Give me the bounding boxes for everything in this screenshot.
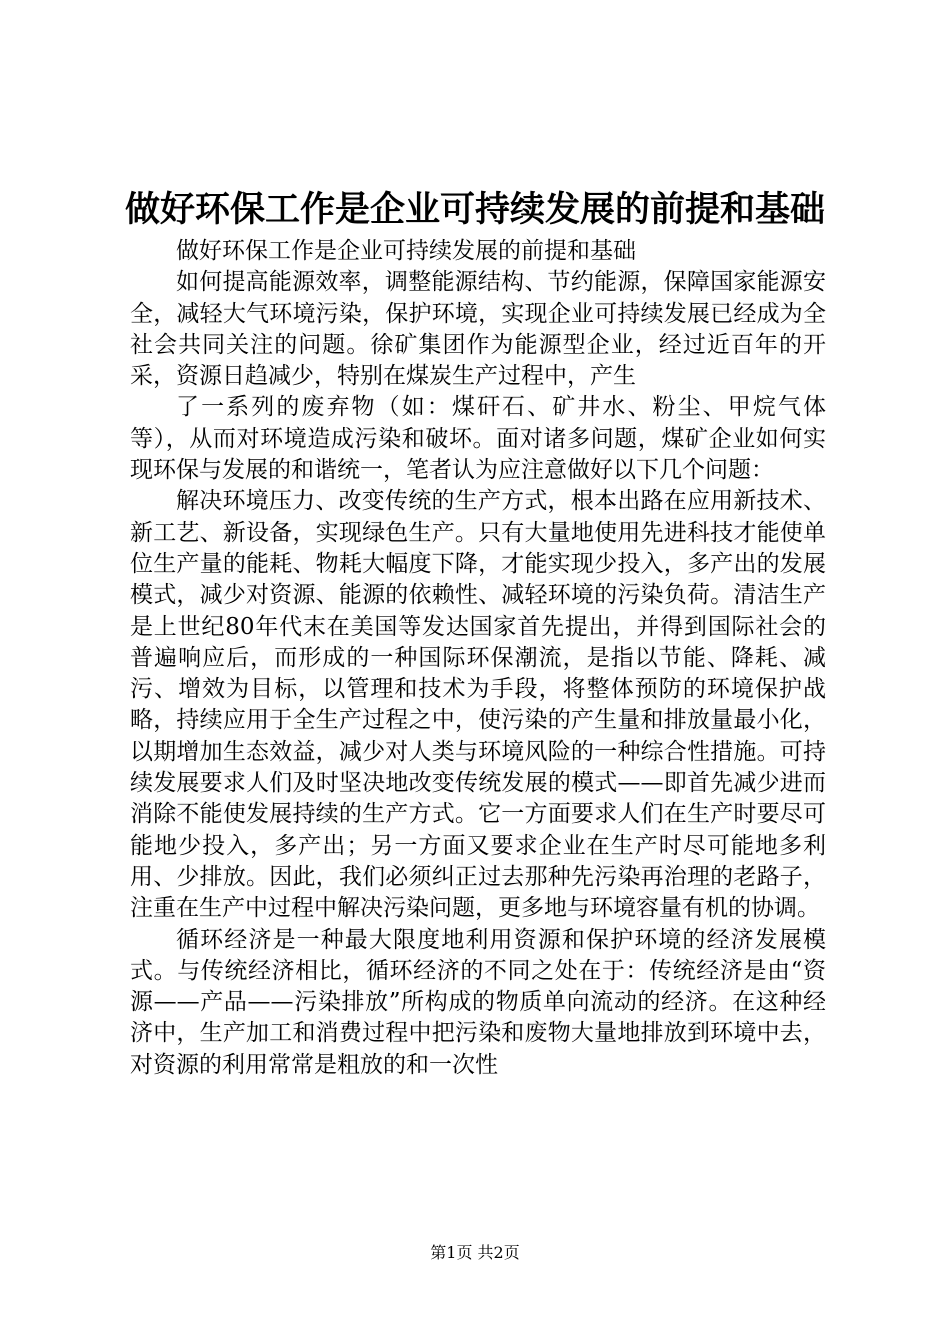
document-body [130, 236, 826, 1081]
paragraph-1: 如何提高能源效率，调整能源结构、节约能源，保障国家能源安全，减轻大气环境污染，保护环境，实现企业可持续发展已经成为全社会共同关注的问题。徐矿集团作为能源型企业，经过近百年的开采，资源日趋减少，特别在煤炭生产过程中，产生 [130, 269, 826, 390]
paragraph-3: 解决环境压力、改变传统的生产方式，根本出路在应用新技术、新工艺、新设备，实现绿色生产。只有大量地使用先进科技才能使单位生产量的能耗、物耗大幅度下降，才能实现少投入，多产出的发展模式，减少对资源、能源的依赖性、减轻环境的污染负荷。清洁生产是上世纪80年代末在美国等发达国家首先提出，并得到国际社会的普遍响应后，而形成的一种国际环保潮流，是指以节能、降耗、减污、增效为目标，以管理和技术为手段，将整体预防的环境保护战略，持续应用于全生产过程之中，使污染的产生量和排放量最小化，以期增加生态效益，减少对人类与环境风险的一种综合性措施。可持续发展要求人们及时坚决地改变传统发展的模式——即首先减少进而消除不能使发展持续的生产方式。它一方面要求人们在生产时要尽可能地少投入，多产出；另一方面又要求企业在生产时尽可能地多利用、少排放。因此，我们必须纠正过去那种先污染再治理的老路子，注重在生产中过程中解决污染问题，更多地与环境容量有机的协调。 [130, 488, 826, 922]
document-title: 做好环保工作是企业可持续发展的前提和基础 [124, 190, 825, 230]
paragraph-2: 了一系列的废弃物（如：煤矸石、矿井水、粉尘、甲烷气体等），从而对环境造成污染和破坏。面对诸多问题，煤矿企业如何实现环保与发展的和谐统一，笔者认为应注意做好以下几个问题： [130, 394, 826, 484]
page-footer: 第1页 共2页 [430, 1243, 520, 1262]
paragraph-subtitle: 做好环保工作是企业可持续发展的前提和基础 [176, 238, 636, 264]
paragraph-4: 循环经济是一种最大限度地利用资源和保护环境的经济发展模式。与传统经济相比，循环经济的不同之处在于：传统经济是由“资源——产品——污染排放”所构成的物质单向流动的经济。在这种经济中，生产加工和消费过程中把污染和废物大量地排放到环境中去，对资源的利用常常是粗放的和一次性 [130, 926, 826, 1078]
